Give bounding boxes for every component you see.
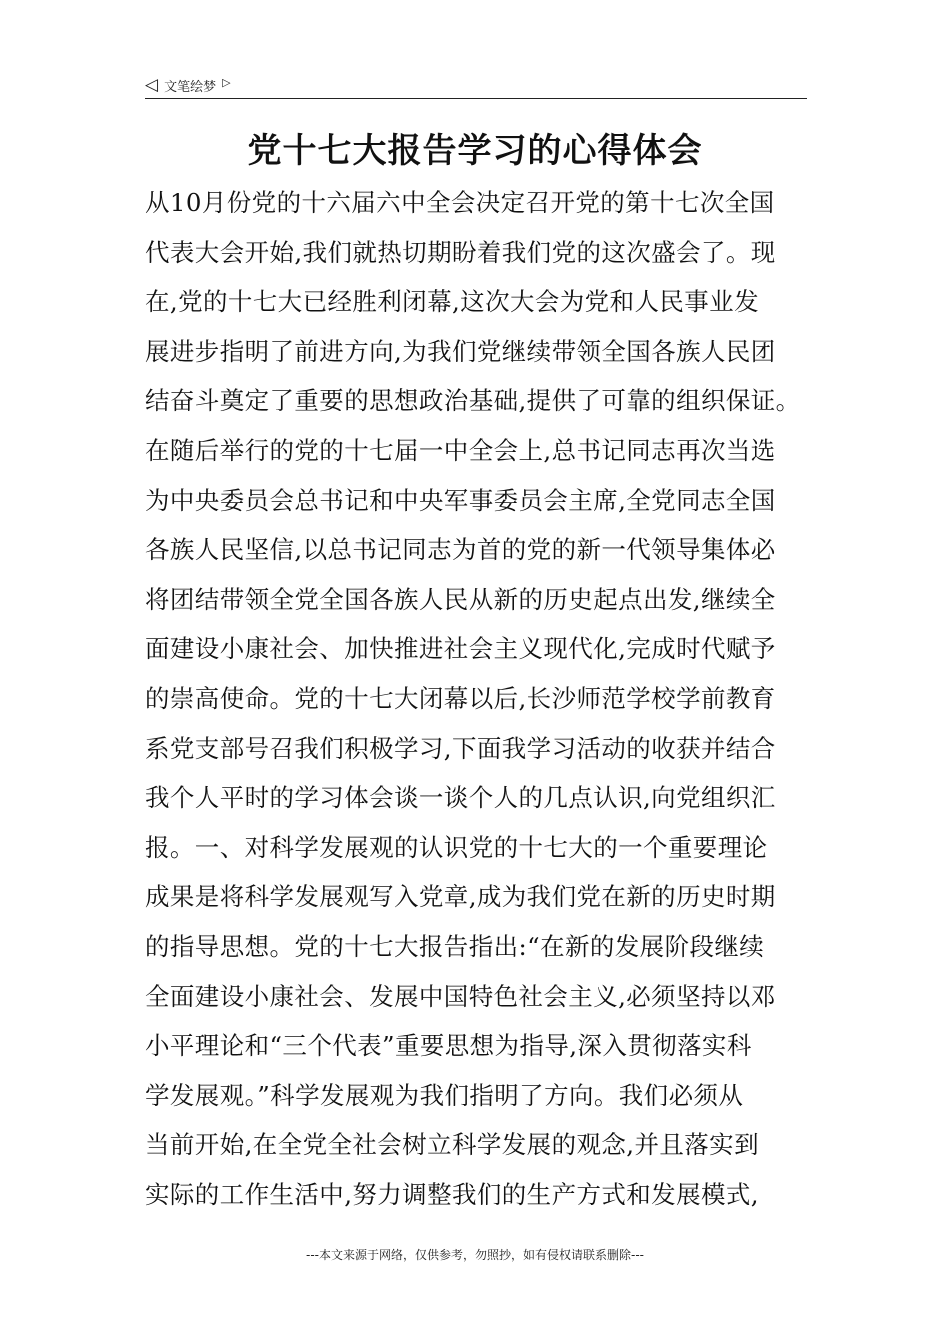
- footer-disclaimer: ---本文来源于网络，仅供参考，勿照抄，如有侵权请联系删除---: [306, 1248, 644, 1262]
- right-triangle-icon: ▷: [222, 75, 231, 89]
- left-triangle-icon: ◁: [145, 74, 159, 95]
- document-title: 党十七大报告学习的心得体会: [247, 131, 703, 171]
- body-paragraph: 从10月份党的十六届六中全会决定召开党的第十七次全国 代表大会开始,我们就热切期盼着我们党的这次盛会了。现 在,党的十七大已经胜利闭幕,这次大会为党和人民事业发 展进步指明了前进方向,为我们党继续带领全国各族人民团 结奋斗奠定了重要的思想政治基础,提供了可靠的组织保证。 在随后举行的党的十七届一中全会上,总书记同志再次当选 为中央委员会总书记和中央军事委员会主席,全党同志全国 各族人民坚信,以总书记同志为首的党的新一代领导集体必 将团结带领全党全国各族人民从新的历史起点出发,继续全 面建设小康社会、加快推进社会主义现代化,完成时代赋予 的崇高使命。党的十七大闭幕以后,长沙师范学校学前教育 系党支部号召我们积极学习,下面我学习活动的收获并结合 我个人平时的学习体会谈一谈个人的几点认识,向党组织汇 报。一、对科学发展观的认识党的十七大的一个重要理论 成果是将科学发展观写入党章,成为我们党在新的历史时期 的指导思想。党的十七大报告指出:“在新的发展阶段继续 全面建设小康社会、发展中国特色社会主义,必须坚持以邓 小平理论和“三个代表”重要思想为指导,深入贯彻落实科 学发展观。”科学发展观为我们指明了方向。我们必须从 当前开始,在全党全社会树立科学发展的观念,并且落实到 实际的工作生活中,努力调整我们的生产方式和发展模式,: [145, 188, 801, 1209]
- header-brand: 文笔绘梦: [164, 79, 217, 95]
- page-header: [145, 72, 807, 99]
